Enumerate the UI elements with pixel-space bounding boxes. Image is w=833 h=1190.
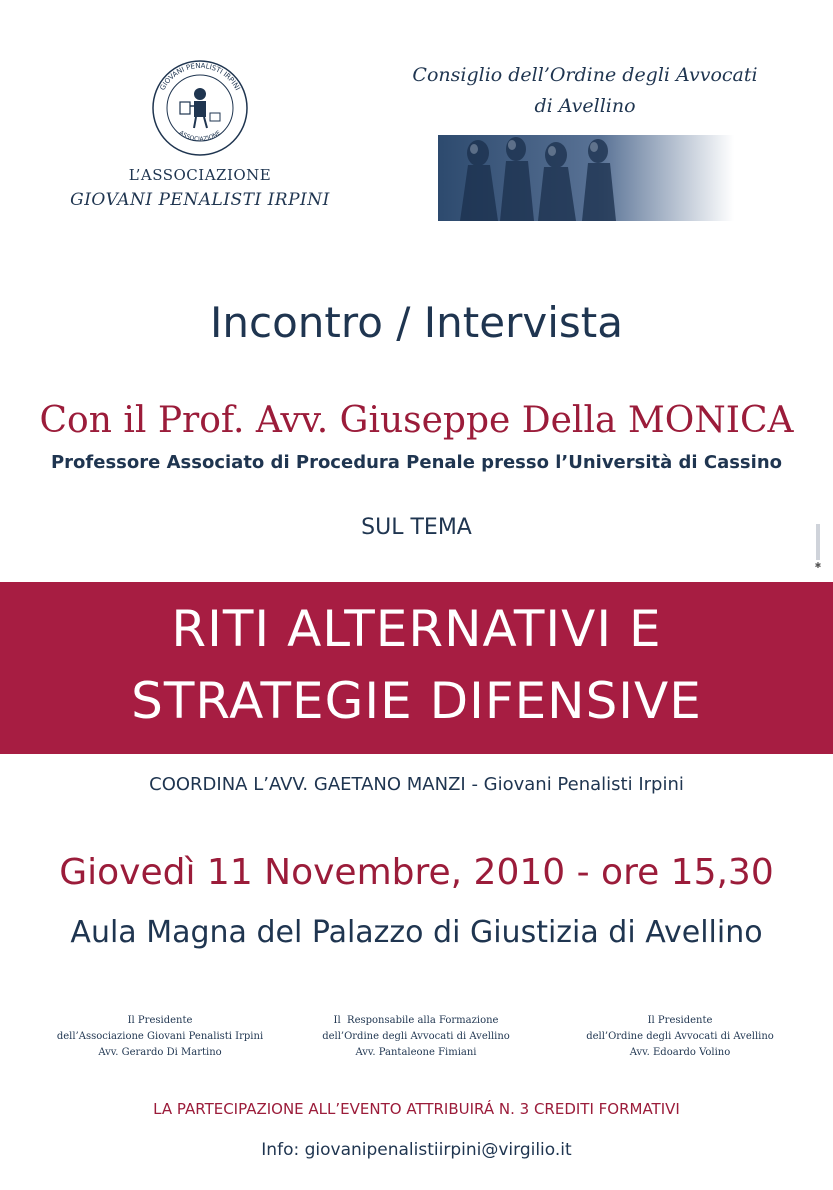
signature-block	[560, 1013, 800, 1061]
event-date: Giovedì 11 Novembre, 2010 - ore 15,30	[59, 852, 774, 893]
council-line-1: Consiglio dell’Ordine degli Avvocati	[412, 64, 758, 86]
council-line-2: di Avellino	[534, 95, 636, 117]
printer-mark	[808, 522, 828, 572]
speaker-role: Professore Associato di Procedura Penale presso l’Università di Cassino	[50, 452, 782, 473]
association-line-2: GIOVANI PENALISTI IRPINI	[70, 190, 330, 210]
association-line-1: L’ASSOCIAZIONE	[128, 166, 272, 184]
signature-name: Avv. Edoardo Volino	[629, 1047, 731, 1058]
theme-line-2: STRATEGIE DIFENSIVE	[131, 672, 702, 730]
event-place: Aula Magna del Palazzo di Giustizia di Avellino	[70, 915, 763, 950]
signature-role: Il Presidente	[127, 1015, 193, 1026]
roman-relief-image	[438, 135, 734, 221]
logo-ring-text-bottom: ASSOCIAZIONE	[177, 129, 223, 143]
speaker-name: Con il Prof. Avv. Giuseppe Della MONICA	[39, 400, 794, 441]
signature-block	[40, 1013, 280, 1061]
logo-ring-text-top: GIOVANI PENALISTI IRPINI	[158, 61, 242, 92]
signature-role: Il Responsabile alla Formazione	[333, 1015, 499, 1026]
credits-notice: LA PARTECIPAZIONE ALL’EVENTO ATTRIBUIRÁ N. 3 CREDITI FORMATIVI	[153, 1100, 680, 1118]
signature-org: dell’Associazione Giovani Penalisti Irpini	[56, 1031, 264, 1042]
svg-text:✱: ✱	[814, 561, 822, 570]
svg-text:GIOVANI PENALISTI IRPINI	[159, 62, 242, 92]
svg-text:ASSOCIAZIONE	[178, 129, 223, 143]
coordinator: COORDINA L’AVV. GAETANO MANZI - Giovani Penalisti Irpini	[149, 774, 684, 795]
theme-line-1: RITI ALTERNATIVI E	[171, 600, 662, 658]
signature-block	[296, 1013, 536, 1061]
signature-name: Avv. Pantaleone Fimiani	[355, 1047, 477, 1058]
event-title: Incontro / Intervista	[210, 298, 623, 347]
signature-role: Il Presidente	[647, 1015, 713, 1026]
association-logo	[150, 58, 250, 158]
signature-org: dell’Ordine degli Avvocati di Avellino	[322, 1031, 510, 1042]
theme-label: SUL TEMA	[361, 515, 472, 540]
signature-name: Avv. Gerardo Di Martino	[98, 1047, 222, 1058]
signature-org: dell’Ordine degli Avvocati di Avellino	[586, 1031, 774, 1042]
contact-info: Info: giovanipenalistiirpini@virgilio.it	[261, 1140, 572, 1160]
